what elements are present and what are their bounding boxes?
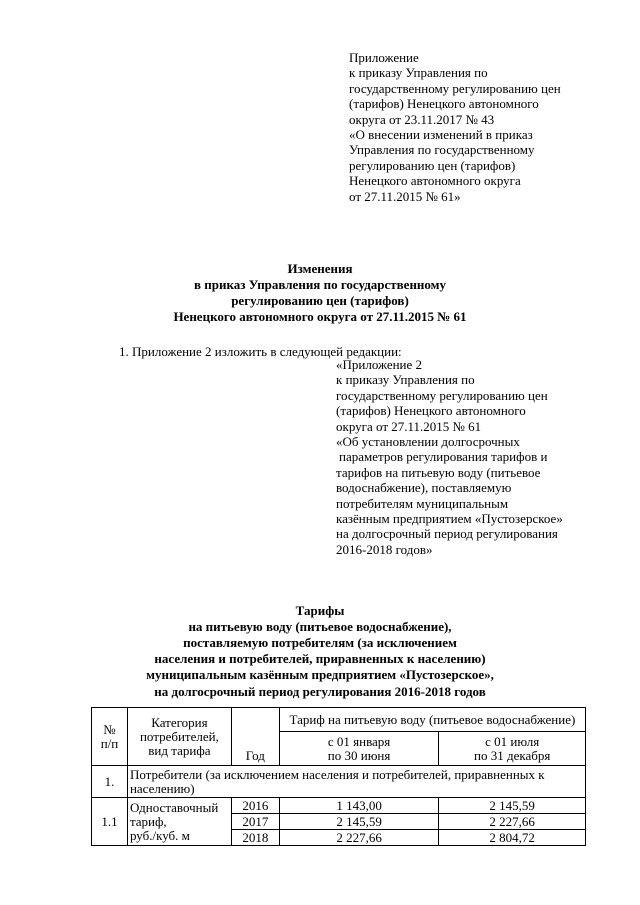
section-row — [92, 766, 586, 798]
tariffs-subtitle-line: на долгосрочный период регулирования 2016-2018 годов — [154, 684, 486, 699]
header-period-2 — [439, 732, 586, 766]
row-tariff-h2: 2 227,66 — [439, 814, 586, 830]
section-label — [127, 766, 585, 798]
row-tariff-h2: 2 145,59 — [439, 798, 586, 814]
row-category-line: руб./куб. м — [129, 827, 190, 843]
header-no — [92, 708, 128, 766]
changes-subtitle-line: в приказ Управления по государственному — [193, 277, 447, 292]
row-year: 2016 — [231, 798, 279, 814]
section-label-line: Потребители (за исключением населения и потребителей, приравненных к — [129, 766, 545, 782]
row-no: 1.1 — [92, 798, 128, 846]
header-tariff: Тариф на питьевую воду (питьевое водоснабжение) — [279, 708, 585, 732]
appendix2-line: 2016-2018 годов» — [336, 541, 433, 557]
appendix-header-line: округа от 23.11.2017 № 43 — [349, 111, 495, 127]
header-category-line: потребителей, — [139, 728, 219, 744]
appendix2-line: тарифов на питьевую воду (питьевое — [336, 464, 541, 480]
tariffs-title: Тарифы — [295, 603, 345, 618]
appendix-header-line: Приложение — [349, 50, 419, 65]
header-period-1 — [279, 732, 439, 766]
table-header-row — [92, 708, 586, 732]
appendix2-line: казённым предприятием «Пустозерское» — [336, 511, 563, 527]
appendix2-line: округа от 27.11.2015 № 61 — [336, 418, 482, 434]
row-tariff-h2: 2 804,72 — [439, 830, 586, 846]
header-category — [127, 708, 231, 766]
item-1-text: 1. Приложение 2 изложить в следующей редакции: — [119, 344, 402, 359]
appendix2-line: государственному регулированию цен — [336, 387, 548, 403]
header-no-line: п/п — [100, 735, 119, 751]
changes-subtitle-line: Ненецкого автономного округа от 27.11.2015 № 61 — [173, 309, 467, 324]
appendix2-line: «Приложение 2 — [336, 357, 423, 372]
tariffs-table — [91, 707, 586, 846]
changes-subtitle-line: регулированию цен (тарифов) — [231, 293, 409, 308]
appendix-header-line: государственному регулированию цен — [349, 80, 561, 96]
row-category-line: тариф, — [129, 813, 167, 829]
tariffs-subtitle-line: на питьевую воду (питьевое водоснабжение), — [188, 619, 452, 634]
header-no-line: № — [103, 721, 116, 737]
tariffs-subtitle-line: поставляемую потребителям (за исключением — [183, 635, 457, 650]
appendix2-line: потребителям муниципальным — [336, 495, 509, 511]
table-row — [92, 798, 586, 814]
row-category — [127, 798, 231, 846]
appendix2-header — [336, 357, 563, 557]
appendix-header-line: к приказу Управления по — [349, 65, 488, 81]
header-category-line: вид тарифа — [148, 742, 211, 758]
header-period-line: с 01 июля — [485, 733, 540, 749]
row-tariff-h1: 2 227,66 — [279, 830, 439, 846]
header-period-line: по 31 декабря — [474, 747, 551, 763]
tariffs-subtitle-line: муниципальным казённым предприятием «Пустозерское», — [146, 667, 494, 682]
appendix2-line: на долгосрочный период регулирования — [336, 526, 558, 542]
changes-title: Изменения — [287, 261, 353, 276]
appendix-header-line: «О внесении изменений в приказ — [349, 127, 533, 143]
section-label-line: населению) — [129, 780, 195, 796]
row-category-line: Одноставочный — [129, 799, 219, 815]
appendix-header-line: регулированию цен (тарифов) — [349, 157, 516, 173]
appendix-header-line: Управления по государственному — [349, 142, 535, 158]
appendix-header-line: (тарифов) Ненецкого автономного — [349, 96, 539, 112]
header-period-line: с 01 января — [327, 733, 391, 749]
section-no: 1. — [92, 766, 128, 798]
header-year: Год — [231, 708, 279, 766]
appendix2-line: (тарифов) Ненецкого автономного — [336, 403, 526, 419]
row-tariff-h1: 1 143,00 — [279, 798, 439, 814]
appendix2-line: к приказу Управления по — [336, 372, 475, 388]
appendix-header — [349, 50, 561, 204]
row-year: 2017 — [231, 814, 279, 830]
header-period-line: по 30 июня — [327, 747, 391, 763]
row-year: 2018 — [231, 830, 279, 846]
appendix-header-line: Ненецкого автономного округа — [349, 173, 521, 189]
header-category-line: Категория — [151, 714, 208, 730]
tariffs-subtitle-line: населения и потребителей, приравненных к населению) — [154, 651, 486, 666]
appendix2-line: «Об установлении долгосрочных — [336, 434, 520, 450]
appendix2-line: параметров регулирования тарифов и — [339, 449, 548, 465]
appendix2-line: водоснабжение), поставляемую — [336, 480, 512, 496]
appendix-header-line: от 27.11.2015 № 61» — [349, 188, 461, 204]
row-tariff-h1: 2 145,59 — [279, 814, 439, 830]
